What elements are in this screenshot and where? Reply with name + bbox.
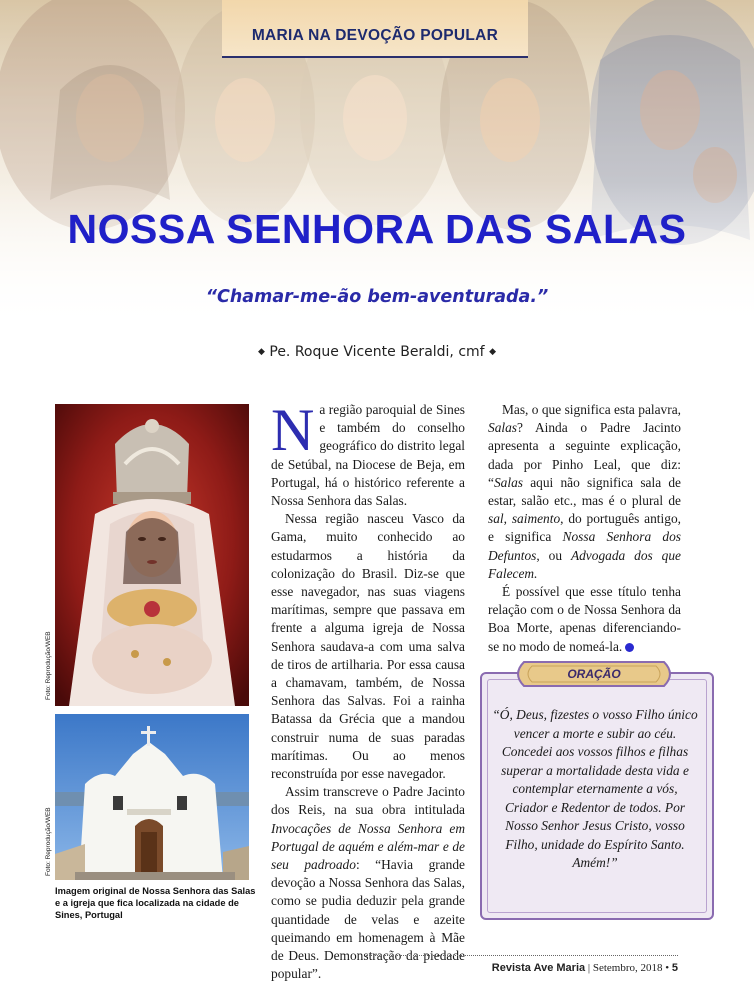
article-title: NOSSA SENHORA DAS SALAS	[67, 206, 687, 252]
drop-cap: N	[271, 397, 315, 463]
emphasis: sal	[488, 511, 504, 527]
section-banner	[222, 0, 528, 58]
article-column-2	[488, 401, 681, 656]
paragraph-text: , do português antigo, e significa	[488, 511, 681, 545]
article-subtitle: “Chamar-me-ão bem-aventurada.”	[205, 287, 549, 307]
page-number: 5	[671, 962, 678, 974]
paragraph-text: Mas, o que significa esta palavra,	[502, 402, 681, 417]
emphasis: saimento	[511, 511, 561, 527]
paragraph-text: , ou	[536, 547, 571, 563]
paragraph	[271, 397, 465, 510]
prayer-label: ORAÇÃO	[567, 667, 621, 681]
book-title: Invocações de Nossa Senhora em Portugal de aquém e além-mar e de seu padroado	[271, 820, 465, 873]
photo-credit-1: Foto: Reprodução/WEB	[45, 631, 52, 700]
page-footer	[492, 962, 678, 974]
emphasis: Nossa Senhora dos Defuntos	[488, 529, 681, 563]
photo-caption: Imagem original de Nossa Senhora das Salas e a igreja que fica localizada na cidade de Sines, Portugal	[55, 886, 256, 920]
emphasis: Salas	[493, 474, 523, 490]
magazine-name: Revista Ave Maria	[491, 962, 586, 974]
prayer-text: “Ó, Deus, fizestes o vosso Filho único vencer a morte e subir ao céu. Concedei aos vossos filhos e filhas superar a mortalidade desta vida e contemplar eternamente a vós, Criador e Redentor de todos. Por Nosso Senhor Jesus Cristo, vosso Filho, unidade do Espírito Santo. Amém!”	[492, 707, 698, 870]
emphasis: Advogada dos que Falecem.	[488, 547, 681, 581]
footer-separator: |	[587, 962, 593, 974]
author-byline	[0, 344, 754, 360]
emphasis: Salas	[488, 420, 518, 436]
paragraph-text: : “Havia grande devoção a Nossa Senhora das Salas, como se pudia deduzir pela grande quantidade de velas e azeite queimando em homenagem à Mãe de Deus. Demonstração da piedade popular”.	[271, 857, 466, 982]
paragraph-text: aqui não significa sala de estar, salão etc., mas é o plural de	[488, 474, 681, 509]
diamond-icon: ◆	[258, 347, 265, 357]
paragraph-text: É possível que esse título tenha relação com o de Nossa Senhora da Boa Morte, apenas diferenciando-se no modo de nomeá-la.	[488, 584, 681, 654]
article-column-1	[271, 397, 466, 984]
end-mark-icon	[625, 643, 634, 652]
church-photo	[55, 714, 249, 880]
footer-bullet: •	[665, 962, 672, 974]
diamond-icon: ◆	[489, 347, 496, 357]
paragraph	[271, 783, 465, 983]
issue-date: Setembro, 2018	[592, 962, 663, 974]
photo-credit-2: Foto: Reprodução/WEB	[45, 807, 52, 876]
paragraph: Nessa região nasceu Vasco da Gama, muito conhecido ao estudarmos a história da colonização do Brasil. Diz-se que esse navegador, nas suas viagens marítimas, sempre que passava em frente a alguma igreja de Nossa Senhora saudava-a com uma salva de tiros de artilharia. Por essa causa a chamavam, também, de Nossa Senhora das Salvas. Foi a rainha Batassa da Grécia que a mandou construir numa de suas paradas marítimas. Ou ao menos reconstruída por esse navegador.	[271, 511, 465, 782]
paragraph	[488, 583, 681, 656]
paragraph-text: ? Ainda o Padre Jacinto apresenta a seguinte explicação, dada por Pinho Leal, que diz: “	[488, 420, 681, 490]
paragraph-text: ,	[503, 511, 512, 527]
footer-divider	[366, 955, 678, 956]
author-name: Pe. Roque Vicente Beraldi, cmf	[269, 344, 485, 360]
paragraph	[488, 401, 681, 583]
prayer-label-tag	[510, 660, 678, 688]
paragraph-text: a região paroquial de Sines e também do conselho geográfico do distrito legal de Setúbal, na Diocese de Beja, em Portugal, há o histórico referente a Nossa Senhora das Salas.	[271, 402, 465, 509]
statue-photo	[55, 404, 249, 706]
paragraph-text: Assim transcreve o Padre Jacinto dos Reis, na sua obra intitulada	[271, 784, 465, 818]
section-title: MARIA NA DEVOÇÃO POPULAR	[251, 27, 499, 44]
